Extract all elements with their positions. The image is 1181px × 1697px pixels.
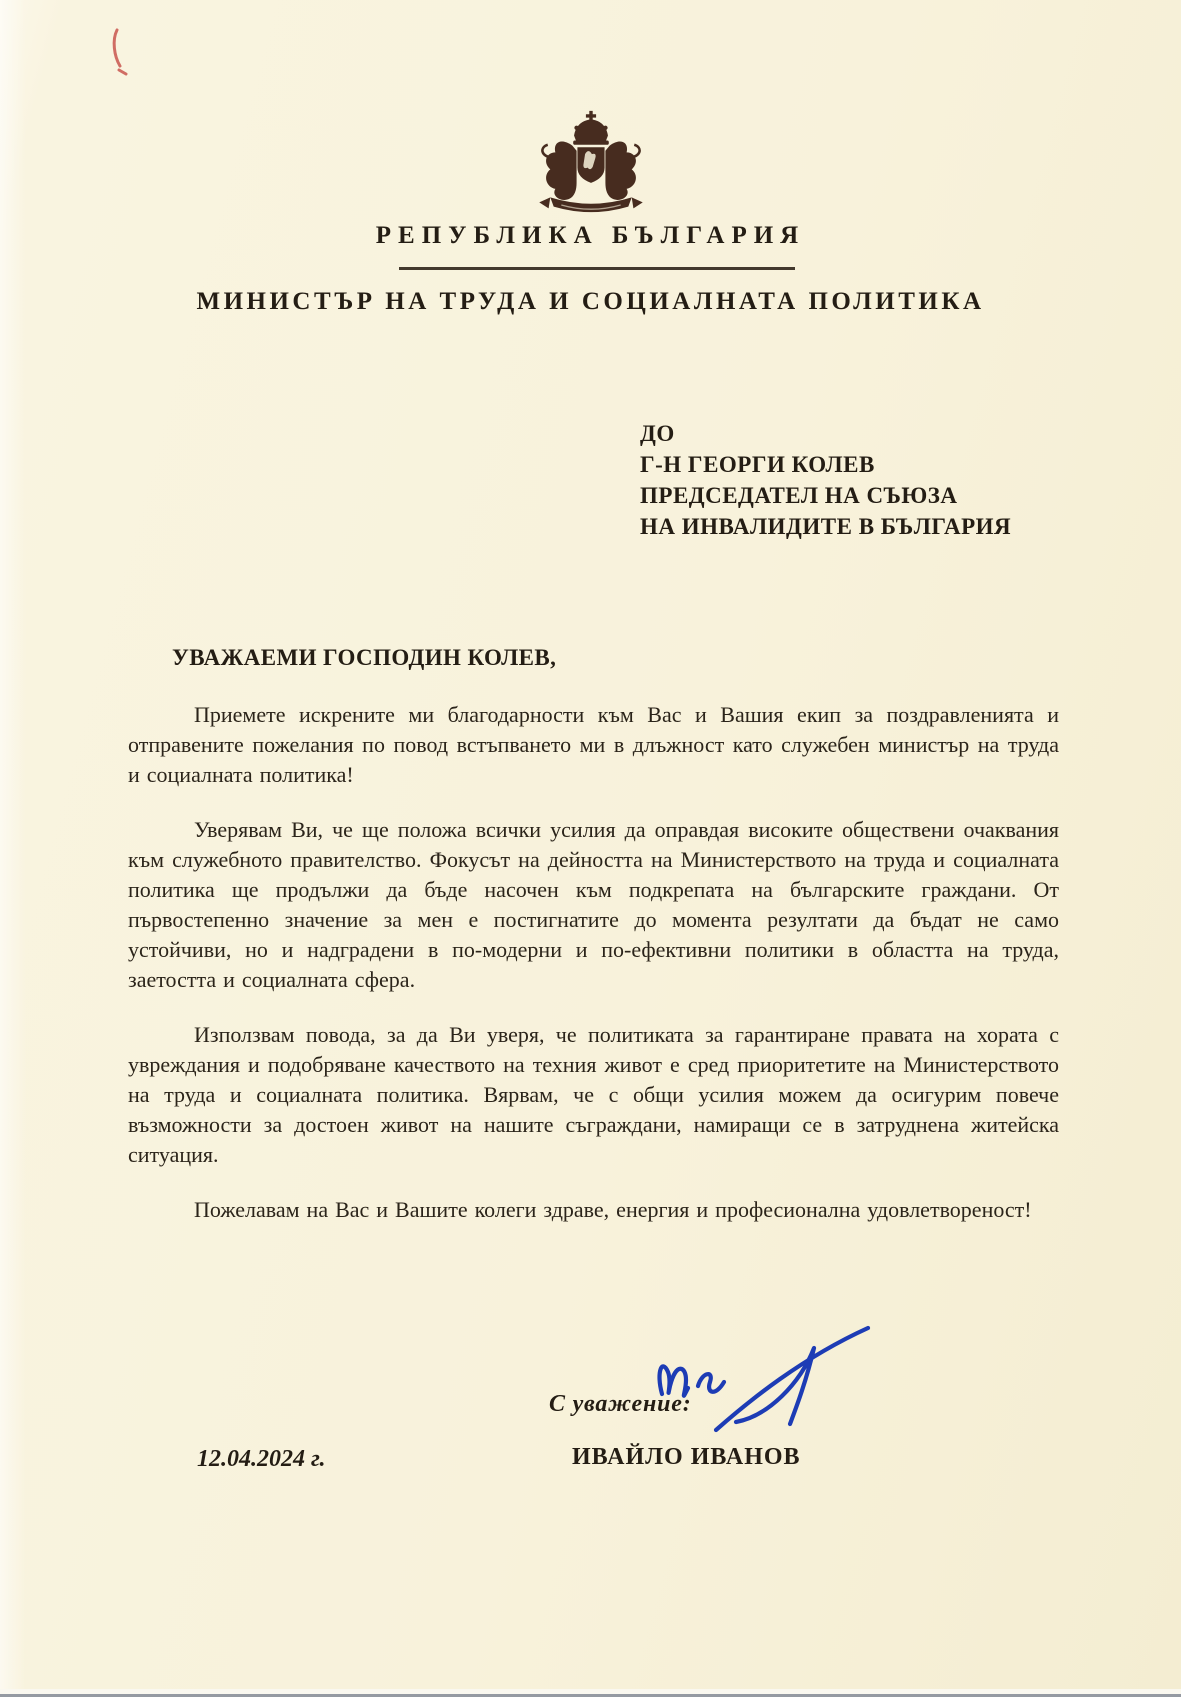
country-title: РЕПУБЛИКА БЪЛГАРИЯ [375, 222, 806, 249]
recipient-block [640, 418, 1011, 542]
salutation: УВАЖАЕМИ ГОСПОДИН КОЛЕВ, [172, 645, 557, 670]
signer-name: ИВАЙЛО ИВАНОВ [572, 1444, 801, 1470]
body-paragraph: Приемете искрените ми благодарности към Вас и Вашия екип за поздравленията и отправените пожелания по повод встъпването ми в длъжност като служебен министър на труда и социалната политика! [128, 702, 1059, 787]
letter-body [128, 643, 1059, 1250]
recipient-line: Г-Н ГЕОРГИ КОЛЕВ [640, 452, 875, 477]
closing-salutation: С уважение: [549, 1391, 692, 1417]
recipient-line: НА ИНВАЛИДИТЕ В БЪЛГАРИЯ [640, 514, 1012, 539]
body-paragraph: Пожелавам на Вас и Вашите колеги здраве, енергия и професионална удовлетвореност! [194, 1197, 1032, 1222]
coat-of-arms-icon [523, 110, 659, 216]
signature-ink-icon [646, 1320, 881, 1455]
red-pen-mark [108, 26, 138, 78]
letter-date: 12.04.2024 г. [197, 1446, 326, 1472]
body-paragraph: Използвам повода, за да Ви уверя, че политиката за гарантиране правата на хората с увреждания и подобряване качеството на техния живот е сред приоритетите на Министерството на труда и социалната политика. Вярвам, че с общи усилия можем да осигурим повече възможности за достоен живот на нашите съграждани, намиращи се в затруднена житейска ситуация. [128, 1022, 1059, 1167]
body-paragraph: Уверявам Ви, че ще положа всички усилия да оправдая високите обществени очаквания към служебното правителство. Фокусът на дейността на Министерството на труда и социалната политика ще продължи да бъде насочен към подкрепата на българските граждани. От първостепенно значение за мен е постигнатите до момента резултати да бъдат не само устойчиви, но и надградени в по-модерни и по-ефективни политики в областта на труда, заетостта и социалната сфера. [128, 817, 1059, 992]
header-rule [399, 267, 795, 270]
scan-edge-highlight [0, 0, 26, 1697]
ministry-title: МИНИСТЪР НА ТРУДА И СОЦИАЛНАТА ПОЛИТИКА [196, 288, 985, 315]
recipient-line: ПРЕДСЕДАТЕЛ НА СЪЮЗА [640, 483, 958, 508]
recipient-line: ДО [640, 421, 675, 446]
